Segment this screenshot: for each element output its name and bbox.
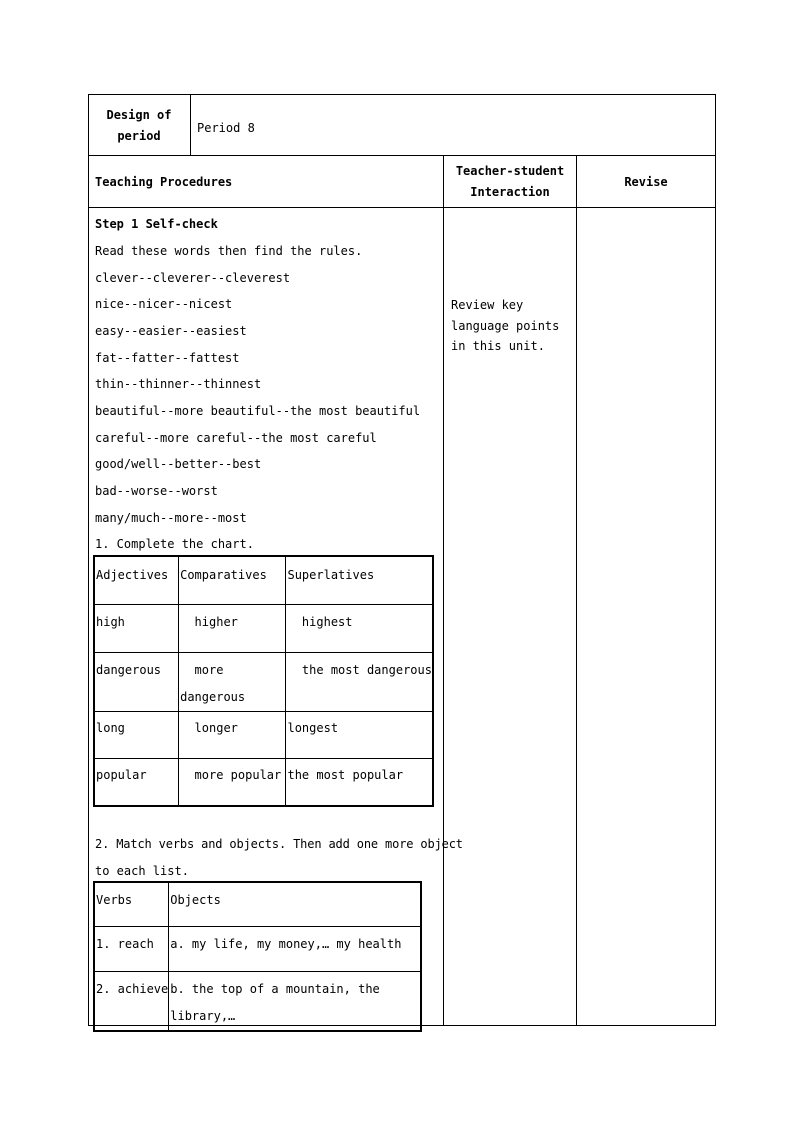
table-row <box>94 604 433 652</box>
frame-left-border <box>88 94 89 1026</box>
table-cell: b. the top of a mountain, the library,… <box>169 971 421 1031</box>
teacher-student-interaction-header: Teacher-student Interaction <box>455 164 565 199</box>
revise-header: Revise <box>624 175 668 189</box>
table-cell: longest <box>286 711 433 758</box>
teaching-procedures-header: Teaching Procedures <box>95 175 233 189</box>
frame-top-border <box>88 94 716 95</box>
header-cell: Objects <box>169 882 421 926</box>
header-cell: Comparatives <box>179 556 286 604</box>
table-cell: higher <box>179 604 286 652</box>
task1-title: 1. Complete the chart. <box>95 537 254 551</box>
table-row <box>94 556 433 604</box>
table-cell: 1. reach <box>94 926 169 971</box>
table-cell: highest <box>286 604 433 652</box>
word-list-item: bad--worse--worst <box>95 484 218 498</box>
word-list-item: fat--fatter--fattest <box>95 351 240 365</box>
word-list-item: beautiful--more beautiful--the most beautiful <box>95 404 421 418</box>
header-cell: Adjectives <box>94 556 179 604</box>
step1-title: Step 1 Self-check <box>95 217 218 231</box>
frame-right-border <box>715 94 716 1026</box>
word-list-item: easy--easier--easiest <box>95 324 247 338</box>
table-cell: the most dangerous <box>286 652 433 711</box>
table-row <box>94 926 421 971</box>
table-cell: high <box>94 604 179 652</box>
period-value: Period 8 <box>197 121 255 135</box>
table-cell: long <box>94 711 179 758</box>
columns-header-divider <box>88 207 716 208</box>
step1-intro: Read these words then find the rules. <box>95 244 363 258</box>
table-row <box>94 882 421 926</box>
table-cell: a. my life, my money,… my health <box>169 926 421 971</box>
word-list-item: careful--more careful--the most careful <box>95 431 377 445</box>
table-cell: more popular <box>179 758 286 806</box>
header-divider <box>88 155 716 156</box>
design-of-period-label: Design of period <box>106 108 172 143</box>
table-row <box>94 971 421 1031</box>
header-cell: Verbs <box>94 882 169 926</box>
interaction-note: Review key language points in this unit. <box>451 298 560 353</box>
task2-title: 2. Match verbs and objects. Then add one more object <box>95 837 463 851</box>
design-cell-divider <box>190 94 191 156</box>
table-row <box>94 711 433 758</box>
table-cell: 2. achieve <box>94 971 169 1031</box>
comparison-chart <box>93 555 434 807</box>
table-cell: more dangerous <box>179 652 286 711</box>
interaction-column-divider <box>443 155 444 1026</box>
word-list-item: clever--cleverer--cleverest <box>95 271 291 285</box>
word-list-item: nice--nicer--nicest <box>95 297 233 311</box>
table-cell: longer <box>179 711 286 758</box>
table-cell: the most popular <box>286 758 433 806</box>
verbs-objects-table <box>93 881 422 1032</box>
header-cell: Superlatives <box>286 556 433 604</box>
table-row <box>94 652 433 711</box>
table-row <box>94 758 433 806</box>
word-list-item: thin--thinner--thinnest <box>95 377 262 391</box>
word-list-item: good/well--better--best <box>95 457 262 471</box>
revise-column-divider <box>576 155 577 1026</box>
table-cell: popular <box>94 758 179 806</box>
table-cell: dangerous <box>94 652 179 711</box>
word-list-item: many/much--more--most <box>95 511 247 525</box>
task2-title-continued: to each list. <box>95 864 189 878</box>
